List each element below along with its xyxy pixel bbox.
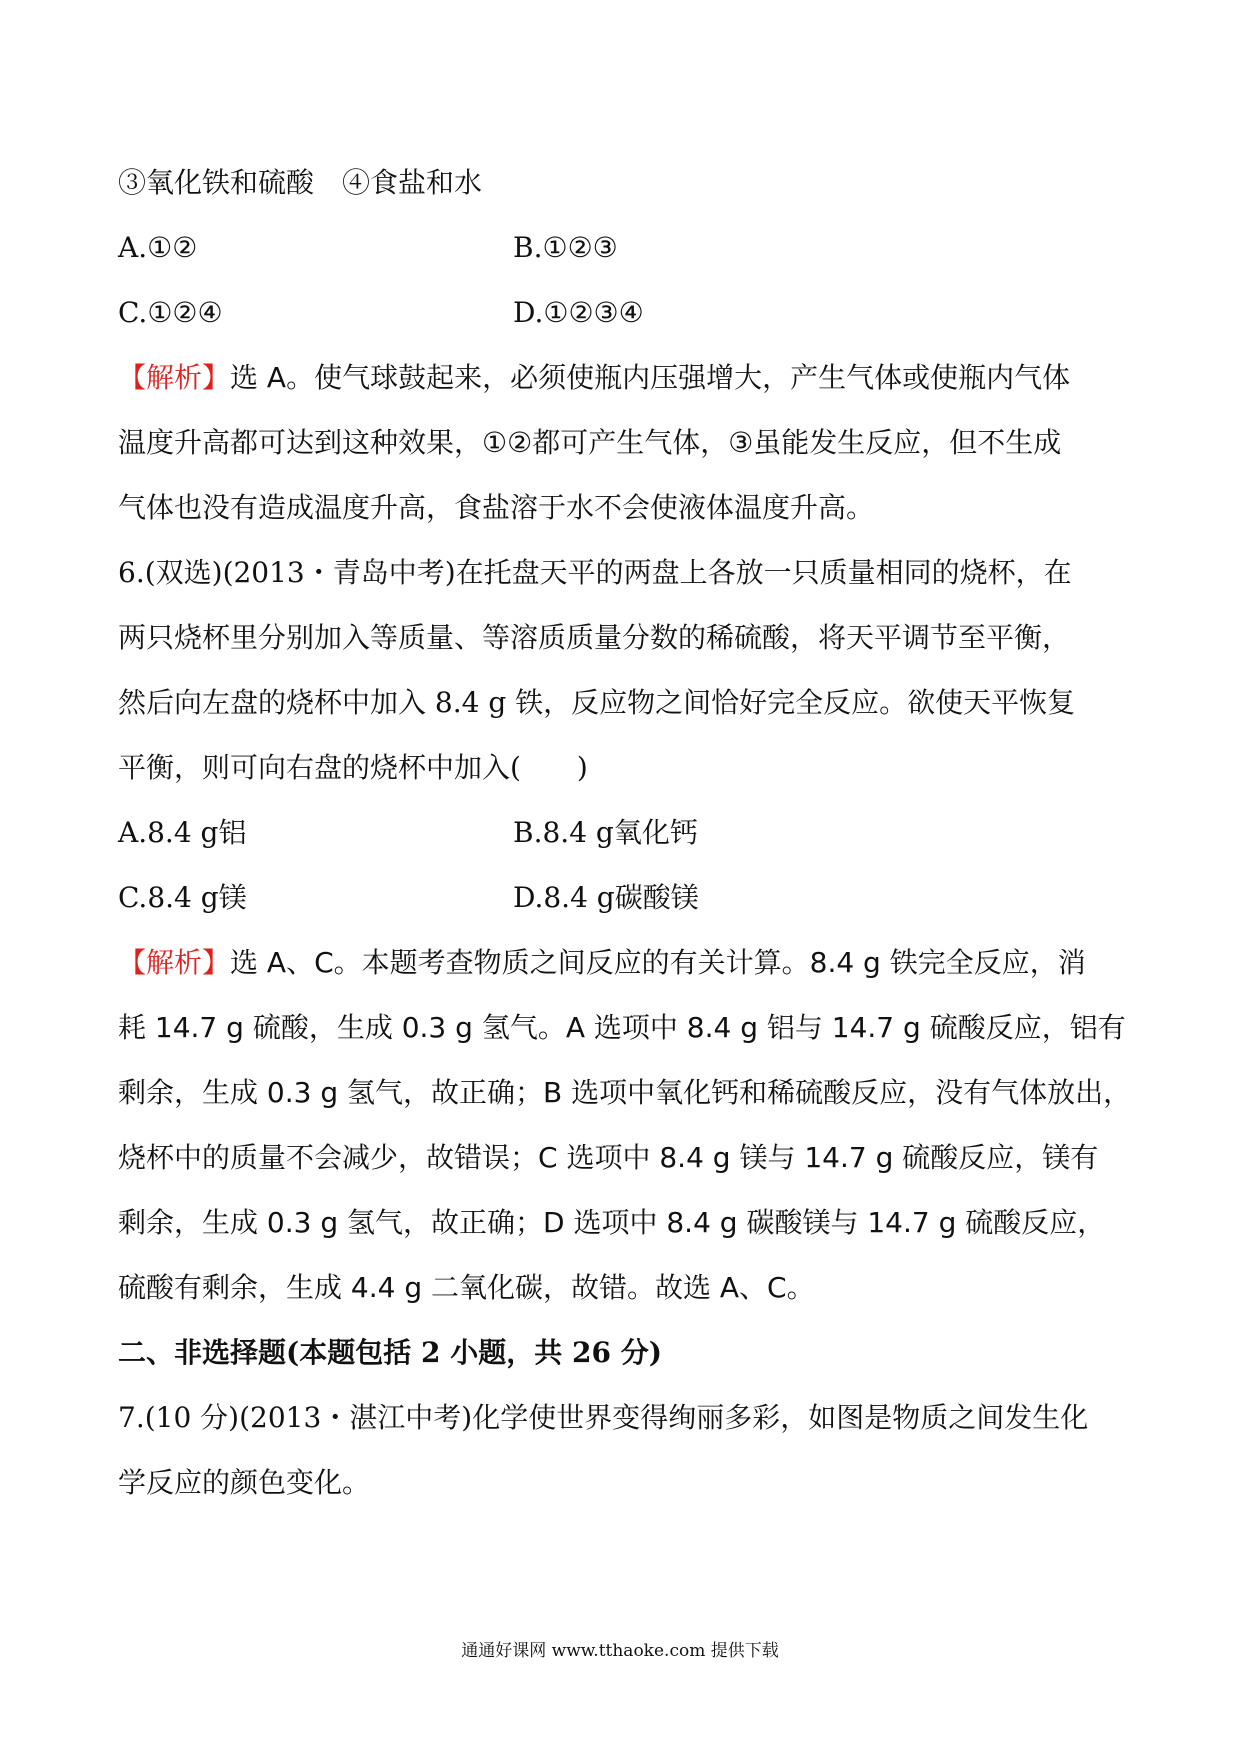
q7-stem-line-1: 7.(10 分)(2013・湛江中考)化学使世界变得绚丽多彩，如图是物质之间发生化 [118,1401,1089,1434]
q6-option-a: A.8.4 g铝 [118,816,247,849]
q6-analysis-line-2: 耗 14.7 g 硫酸，生成 0.3 g 氢气。A 选项中 8.4 g 铝与 14.7 g 硫酸反应，铝有 [118,1011,1126,1044]
q6-stem-line-3: 然后向左盘的烧杯中加入 8.4 g 铁，反应物之间恰好完全反应。欲使天平恢复 [118,686,1076,719]
page-footer: 通通好课网 www.tthaoke.com 提供下载 [461,1641,779,1661]
analysis-tag: 【解析】 [118,946,231,979]
analysis-text: 选 A。使气球鼓起来，必须使瓶内压强增大，产生气体或使瓶内气体 [230,361,1071,394]
q6-option-b: B.8.4 g氧化钙 [513,816,698,849]
q6-options-row-1 [118,800,1128,865]
q5-options-row-1 [118,215,1128,280]
section-2-title: 二、非选择题(本题包括 2 小题，共 26 分) [118,1336,662,1369]
q6-stem-line-1: 6.(双选)(2013・青岛中考)在托盘天平的两盘上各放一只质量相同的烧杯，在 [118,556,1072,589]
q6-analysis-line-6: 硫酸有剩余，生成 4.4 g 二氧化碳，故错。故选 A、C。 [118,1271,815,1304]
q5-continuation-line: ③氧化铁和硫酸 ④食盐和水 [118,166,483,199]
analysis-text: 选 A、C。本题考查物质之间反应的有关计算。8.4 g 铁完全反应，消 [230,946,1086,979]
q6-stem-line-2: 两只烧杯里分别加入等质量、等溶质质量分数的稀硫酸，将天平调节至平衡， [118,621,1071,654]
q6-analysis-line-4: 烧杯中的质量不会减少，故错误；C 选项中 8.4 g 镁与 14.7 g 硫酸反应，镁有 [118,1141,1099,1174]
q6-options-row-2 [118,865,1128,930]
q5-option-d: D.①②③④ [513,296,644,329]
q6-stem-line-4: 平衡，则可向右盘的烧杯中加入( ) [118,751,588,784]
q5-option-c: C.①②④ [118,296,223,329]
q6-analysis-line-5: 剩余，生成 0.3 g 氢气，故正确；D 选项中 8.4 g 碳酸镁与 14.7 g 硫酸反应， [118,1206,1106,1239]
analysis-tag: 【解析】 [118,361,231,394]
q6-analysis-line-3: 剩余，生成 0.3 g 氢气，故正确；B 选项中氧化钙和稀硫酸反应，没有气体放出， [118,1076,1132,1109]
q7-stem-line-2: 学反应的颜色变化。 [118,1466,371,1499]
q6-analysis-line-1 [118,930,1128,995]
q5-option-b: B.①②③ [513,231,618,264]
q5-analysis-line-3: 气体也没有造成温度升高，食盐溶于水不会使液体温度升高。 [118,491,875,524]
document-body [118,150,1132,1515]
q5-option-a: A.①② [118,231,198,264]
q6-option-c: C.8.4 g镁 [118,881,247,914]
q5-options-row-2 [118,280,1128,345]
q5-analysis-line-2: 温度升高都可达到这种效果，①②都可产生气体，③虽能发生反应，但不生成 [118,426,1062,459]
q5-analysis-line-1 [118,345,1128,410]
q6-option-d: D.8.4 g碳酸镁 [513,881,699,914]
